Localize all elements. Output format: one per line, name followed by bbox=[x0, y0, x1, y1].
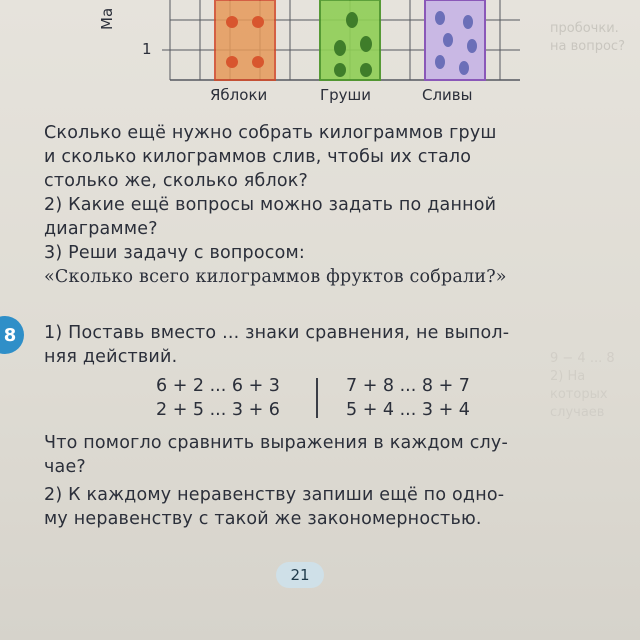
task7-question-line: столько же, сколько яблок? bbox=[44, 171, 309, 191]
comparison-expression: 2 + 5 ... 3 + 6 bbox=[156, 400, 280, 420]
task8-part2-line: му неравенству с такой же закономерностью. bbox=[44, 509, 482, 529]
task7-part2-line: диаграмме? bbox=[44, 219, 158, 239]
task7-part3-line: 3) Реши задачу с вопросом: bbox=[44, 243, 305, 263]
category-label-pears: Груши bbox=[320, 86, 372, 104]
task7-part2-line: 2) Какие ещё вопросы можно задать по данной bbox=[44, 195, 497, 215]
task8-part1-line: 1) Поставь вместо ... знаки сравнения, не выпол- bbox=[44, 323, 510, 343]
task7-question-line: и сколько килограммов слив, чтобы их стало bbox=[44, 147, 472, 167]
comparison-expression: 6 + 2 ... 6 + 3 bbox=[156, 376, 280, 396]
fruit-bar-chart bbox=[90, 0, 530, 110]
bar-plums bbox=[425, 0, 485, 80]
task8-question-line: Что помогло сравнить выражения в каждом слу- bbox=[44, 433, 509, 453]
bleed-through-text: 9 − 4 ... 8 2) На которых случаев bbox=[550, 351, 615, 420]
task8-question-line: чае? bbox=[44, 457, 86, 477]
category-label-apples: Яблоки bbox=[210, 86, 268, 104]
column-divider bbox=[316, 378, 318, 418]
comparison-expression: 5 + 4 ... 3 + 4 bbox=[346, 400, 470, 420]
comparison-expression: 7 + 8 ... 8 + 7 bbox=[346, 376, 470, 396]
page-number: 21 bbox=[276, 562, 324, 588]
y-tick-label: 1 bbox=[142, 40, 152, 58]
category-label-plums: Сливы bbox=[422, 86, 473, 104]
task7-part3-question: «Сколько всего килограммов фруктов собрали?» bbox=[44, 267, 507, 287]
task8-part1-line: няя действий. bbox=[44, 347, 178, 367]
task-number-badge: 8 bbox=[0, 316, 24, 354]
bleed-through-text: пробочки. на вопрос? bbox=[550, 21, 625, 54]
task7-question-line: Сколько ещё нужно собрать килограммов груш bbox=[44, 123, 497, 143]
y-axis-label: Ма bbox=[98, 7, 116, 30]
task8-part2-line: 2) К каждому неравенству запиши ещё по одно- bbox=[44, 485, 505, 505]
bar-apples bbox=[215, 0, 275, 80]
